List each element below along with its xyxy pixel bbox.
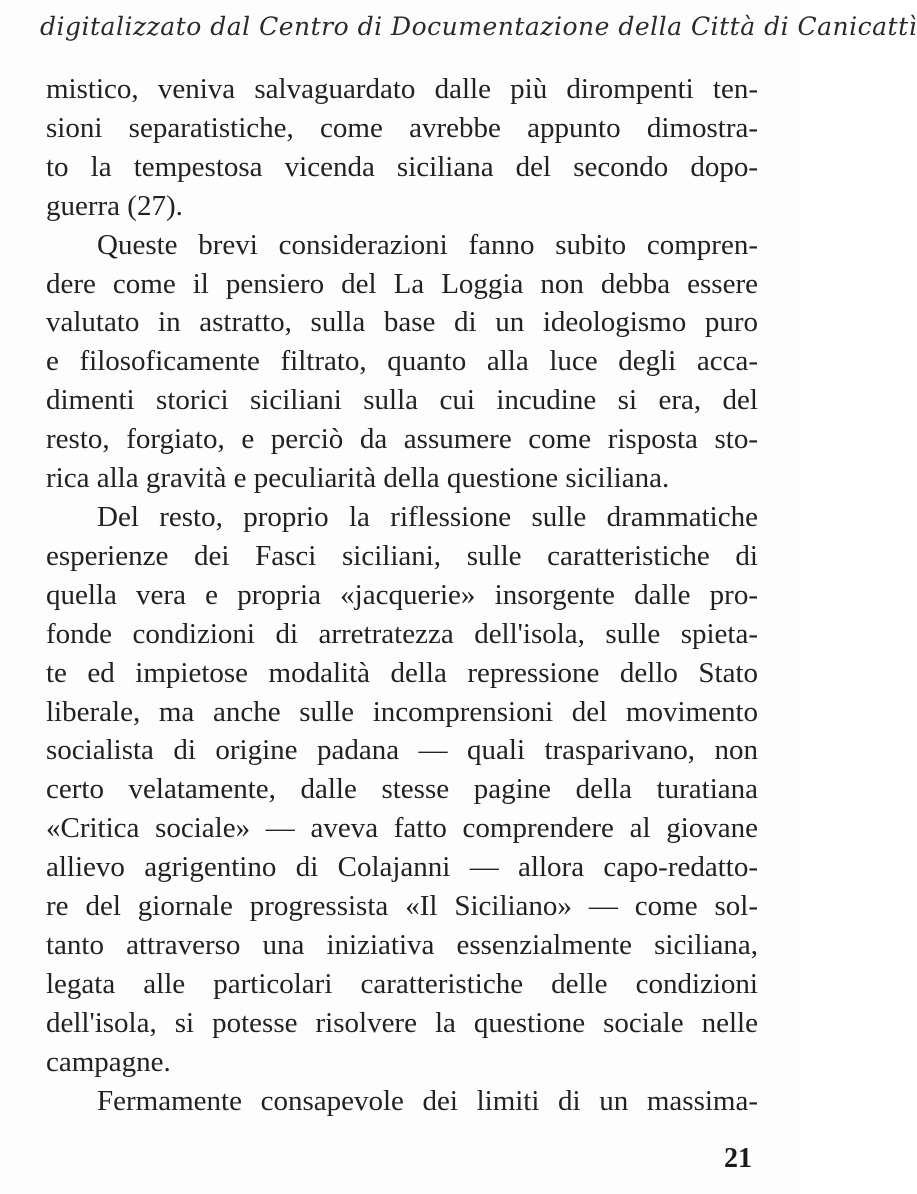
text-line: te ed impietose modalità della repressione dello Stato: [46, 656, 758, 689]
text-line: liberale, ma anche sulle incomprensioni del movimento: [46, 695, 758, 728]
body-text: [46, 70, 758, 1120]
paragraph: [46, 70, 758, 226]
text-line: resto, forgiato, e perciò da assumere come risposta sto-: [46, 423, 758, 456]
text-line: allievo agrigentino di Colajanni — allora capo-redatto-: [46, 851, 758, 884]
text-line: esperienze dei Fasci siciliani, sulle caratteristiche di: [46, 539, 758, 572]
text-line: campagne.: [46, 1045, 171, 1078]
digitization-watermark: digitalizzato dal Centro di Documentazione della Città di Canicattì: [40, 12, 917, 41]
text-line: tanto attraverso una iniziativa essenzialmente siciliana,: [46, 928, 758, 961]
text-line: socialista di origine padana — quali trasparivano, non: [46, 734, 758, 767]
text-line: to la tempestosa vicenda siciliana del secondo dopo-: [46, 150, 758, 183]
text-line: Del resto, proprio la riflessione sulle drammatiche: [97, 500, 758, 533]
text-line: Queste brevi considerazioni fanno subito compren-: [97, 228, 758, 261]
text-line: quella vera e propria «jacquerie» insorgente dalle pro-: [46, 578, 758, 611]
text-line: dimenti storici siciliani sulla cui incudine si era, del: [46, 384, 758, 417]
paragraph: [46, 1082, 758, 1121]
page-number: 21: [724, 1143, 752, 1174]
text-line: certo velatamente, dalle stesse pagine della turatiana: [46, 773, 758, 806]
text-line: re del giornale progressista «Il Siciliano» — come sol-: [46, 890, 758, 923]
text-line: valutato in astratto, sulla base di un ideologismo puro: [46, 306, 758, 339]
paragraph: [46, 226, 758, 498]
text-line: sioni separatistiche, come avrebbe appunto dimostra-: [46, 111, 758, 144]
paragraph: [46, 498, 758, 1082]
text-line: guerra (27).: [46, 189, 183, 222]
text-line: legata alle particolari caratteristiche delle condizioni: [46, 967, 758, 1000]
text-line: e filosoficamente filtrato, quanto alla luce degli acca-: [46, 345, 758, 378]
text-line: fonde condizioni di arretratezza dell'isola, sulle spieta-: [46, 617, 758, 650]
text-line: rica alla gravità e peculiarità della questione siciliana.: [46, 462, 670, 495]
text-line: «Critica sociale» — aveva fatto comprendere al giovane: [46, 812, 758, 845]
text-line: dell'isola, si potesse risolvere la questione sociale nelle: [46, 1006, 758, 1039]
text-line: dere come il pensiero del La Loggia non debba essere: [46, 267, 758, 300]
text-line: Fermamente consapevole dei limiti di un massima-: [97, 1084, 758, 1117]
text-line: mistico, veniva salvaguardato dalle più dirompenti ten-: [46, 73, 758, 105]
